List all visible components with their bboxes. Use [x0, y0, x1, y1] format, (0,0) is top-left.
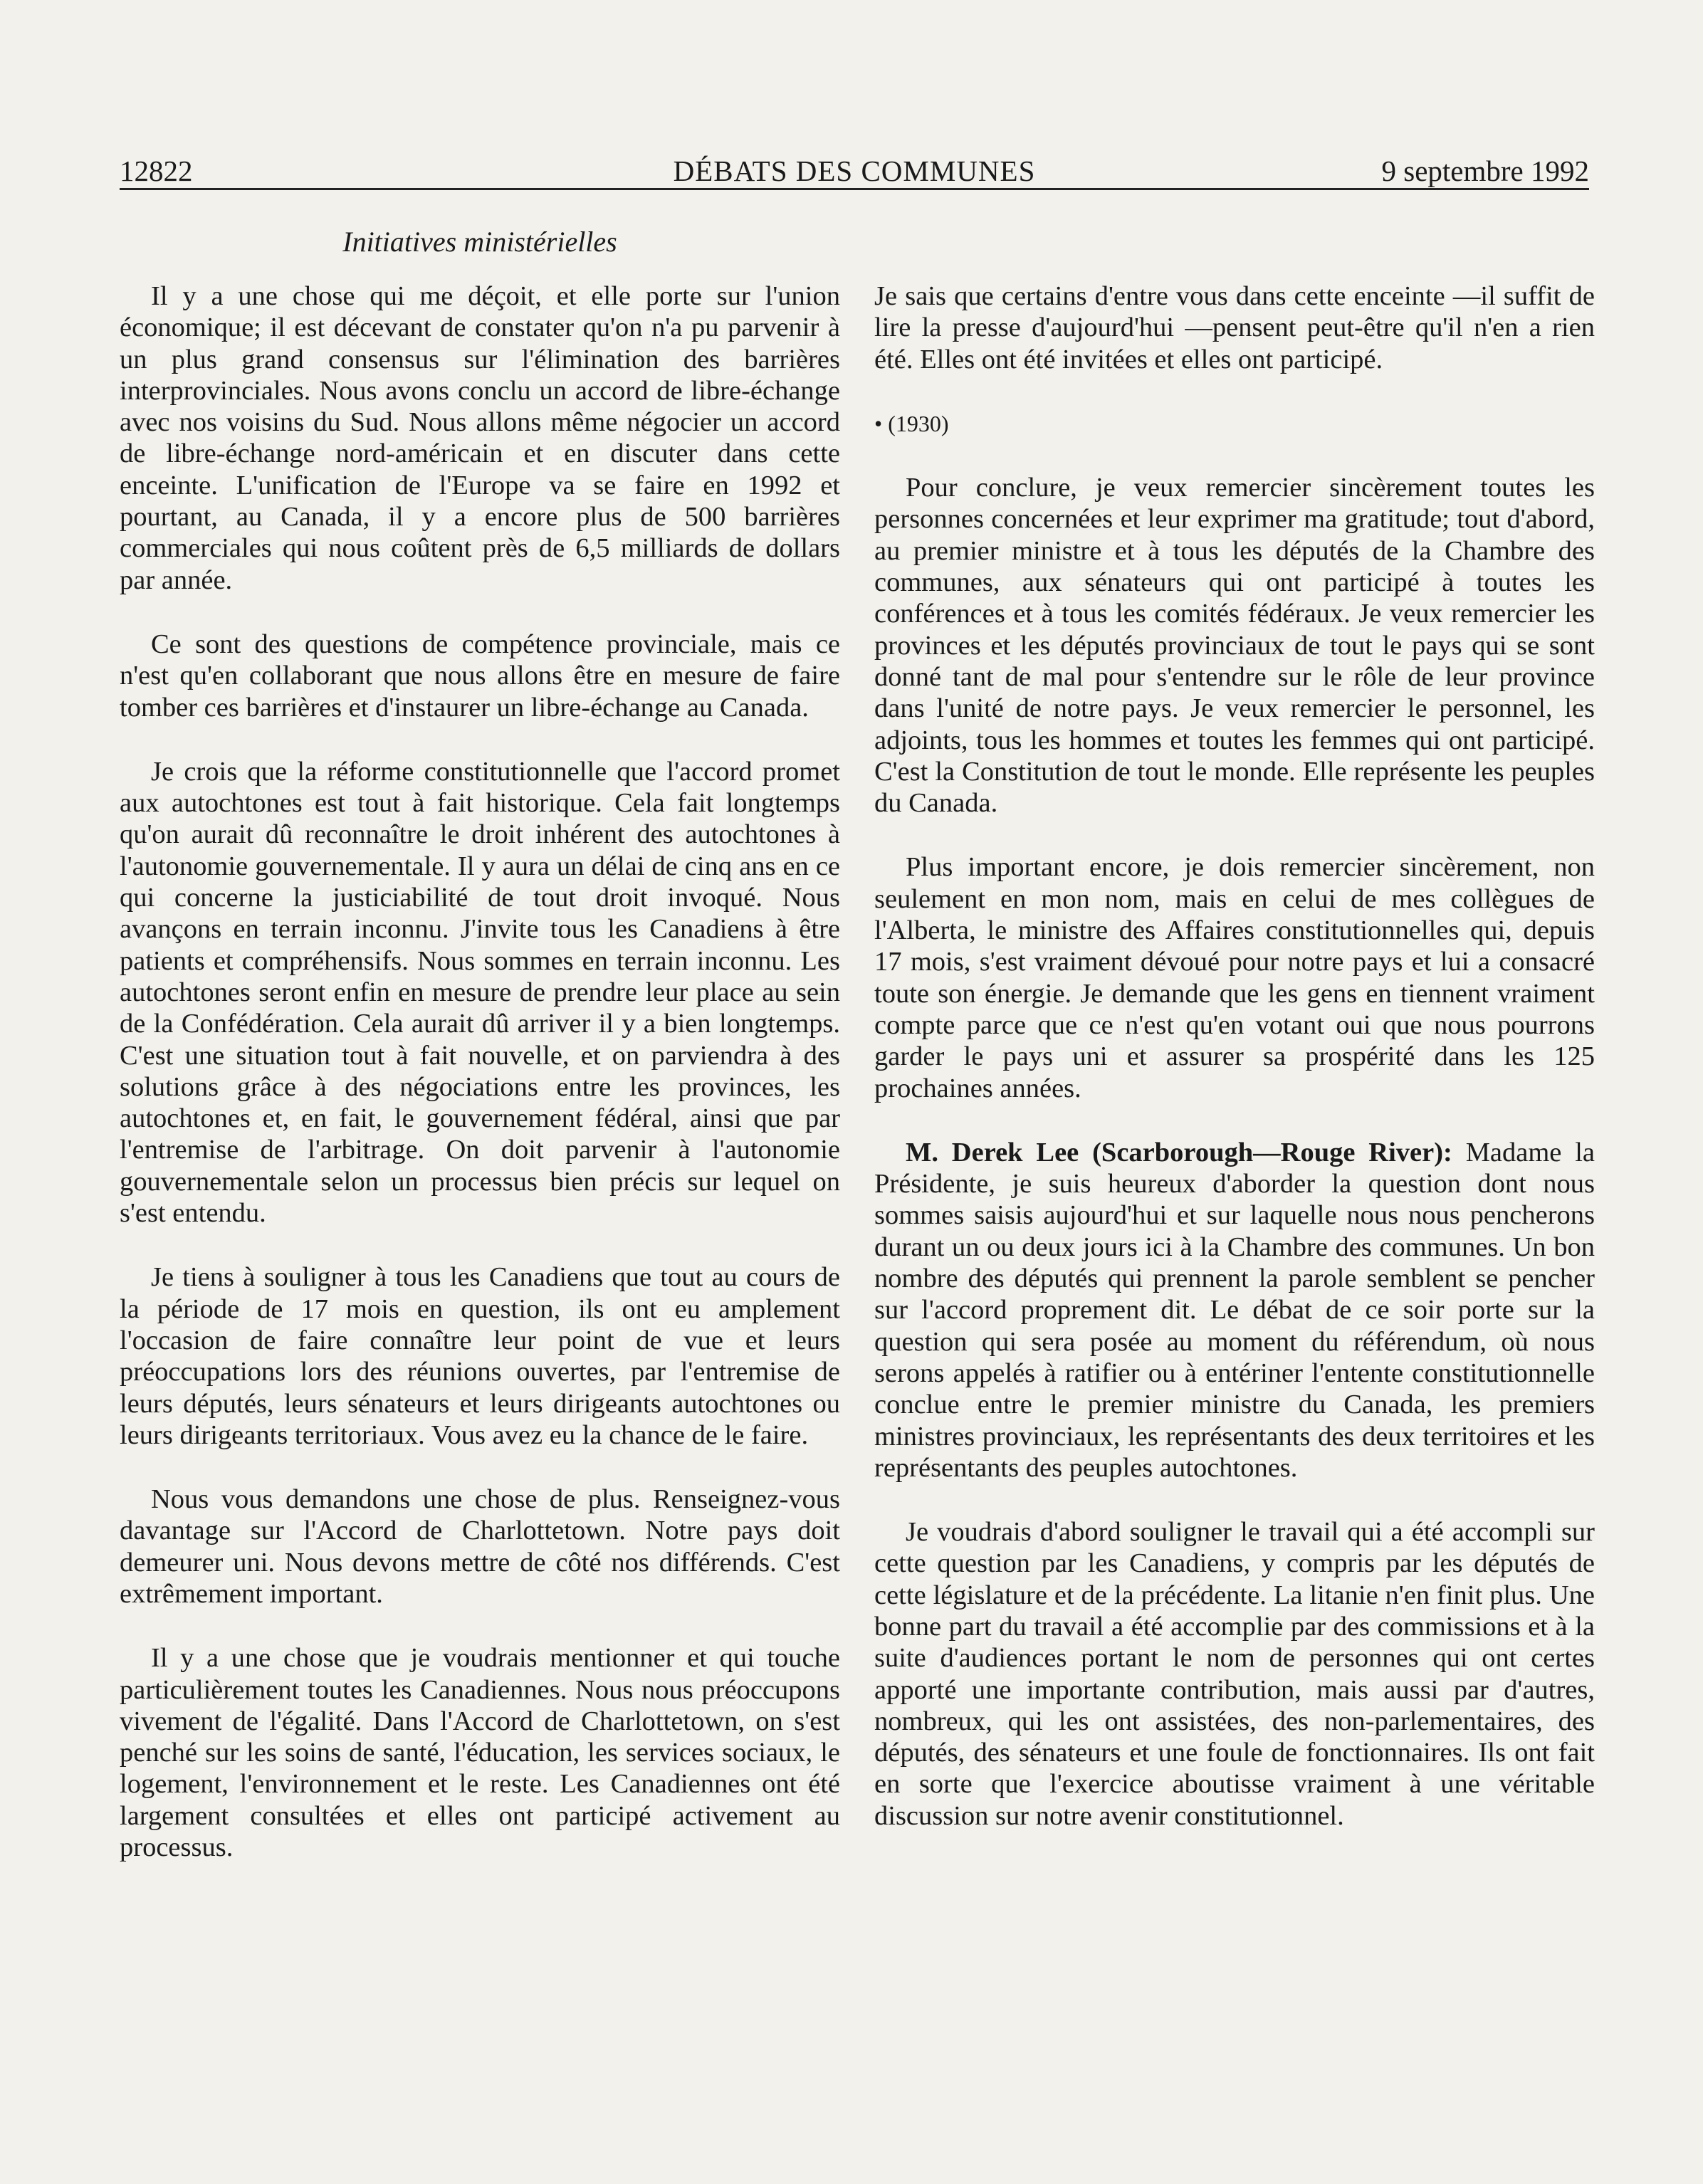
paragraph: Je tiens à souligner à tous les Canadiens que tout au cours de la période de 17 mois en question, ils ont eu amplement l'occasion de faire connaître leur point de vue et leurs préoccupations lors des réunions ouvertes, par l'entremise de leurs députés, leurs sénateurs et leurs dirigeants autochtones ou leurs dirigeants territoriaux. Vous avez eu la chance de le faire. — [120, 1262, 840, 1450]
publication-title: DÉBATS DES COMMUNES — [673, 154, 1036, 187]
speaker-text: Madame la Présidente, je suis heureux d'aborder la question dont nous sommes saisis aujourd'hui et sur laquelle nous nous pencherons durant un ou deux jours ici à la Chambre des communes. Un bon nombre des députés qui prennent la parole semblent se pencher sur l'accord proprement dit. Le débat de ce soir porte sur la question qui sera posée au moment du référendum, où nous serons appelés à ratifier ou à entériner l'entente constitutionnelle conclue entre le premier ministre du Canada, les premiers ministres provinciaux, les représentants des deux territoires et les représentants des peuples autochtones. — [874, 1137, 1595, 1483]
page-number: 12822 — [120, 154, 193, 187]
paragraph: Ce sont des questions de compétence provinciale, mais ce n'est qu'en collaborant que nous allons être en mesure de faire tomber ces barrières et d'instaurer un libre-échange au Canada. — [120, 629, 840, 723]
paragraph: Il y a une chose qui me déçoit, et elle porte sur l'union économique; il est décevant de constater qu'on n'a pu parvenir à un plus grand consensus sur l'élimination des barrières interprovinciales. Nous avons conclu un accord de libre-échange avec nos voisins du Sud. Nous allons même négocier un accord de libre-échange nord-américain et en discuter dans cette enceinte. L'unification de l'Europe va se faire en 1992 et pourtant, au Canada, il y a encore plus de 500 barrières commerciales qui nous coûtent près de 6,5 milliards de dollars par année. — [120, 281, 840, 595]
paragraph: Je sais que certains d'entre vous dans cette enceinte —il suffit de lire la presse d'aujourd'hui —pensent peut-être qu'il n'en a rien été. Elles ont été invitées et elles ont participé. — [874, 281, 1595, 374]
paragraph: Il y a une chose que je voudrais mentionner et qui touche particulièrement toutes les Canadiennes. Nous nous préoccupons vivement de l'égalité. Dans l'Accord de Charlottetown, on s'est penché sur les soins de santé, l'éducation, les services sociaux, le logement, l'environnement et le reste. Les Canadiennes ont été largement consultées et elles ont participé activement au processus. — [120, 1643, 840, 1863]
paragraph: Je voudrais d'abord souligner le travail qui a été accompli sur cette question par les Canadiens, y compris par les députés de cette législature et de la précédente. La litanie n'en finit plus. Une bonne part du travail a été accomplie par des commissions et à la suite d'audiences portant le nom de personnes qui ont certes apporté une importante contribution, mais aussi par d'autres, nombreux, qui les ont assistées, des non-parlementaires, des députés, des sénateurs et une foule de fonctionnaires. Ils ont fait en sorte que l'exercice aboutisse vraiment à une véritable discussion sur notre avenir constitutionnel. — [874, 1517, 1595, 1831]
speaker-paragraph — [874, 1137, 1595, 1484]
paragraph: Pour conclure, je veux remercier sincèrement toutes les personnes concernées et leur exprimer ma gratitude; tout d'abord, au premier ministre et à tous les députés de la Chambre des communes, aux sénateurs qui ont participé à toutes les conférences et à tous les comités fédéraux. Je veux remercier les provinces et les députés provinciaux de tout le pays qui se sont donné tant de mal pour s'entendre sur le rôle de leur province dans l'unité de notre pays. Je veux remercier le personnel, les adjoints, tous les hommes et toutes les femmes qui ont participé. C'est la Constitution de tout le monde. Elle représente les peuples du Canada. — [874, 473, 1595, 819]
paragraph: Nous vous demandons une chose de plus. Renseignez-vous davantage sur l'Accord de Charlottetown. Notre pays doit demeurer uni. Nous devons mettre de côté nos différends. C'est extrêmement important. — [120, 1484, 840, 1609]
speaker-name: M. Derek Lee (Scarborough—Rouge River): — [906, 1137, 1452, 1167]
paragraph: Je crois que la réforme constitutionnelle que l'accord promet aux autochtones est tout à fait historique. Cela fait longtemps qu'on aurait dû reconnaître le droit inhérent des autochtones à l'autonomie gouvernementale. Il y aura un délai de cinq ans en ce qui concerne la justiciabilité de tout droit invoqué. Nous avançons en terrain inconnu. J'invite tous les Canadiens à être patients et compréhensifs. Nous sommes en terrain inconnu. Les autochtones seront enfin en mesure de prendre leur place au sein de la Confédération. Cela aurait dû arriver il y a bien longtemps. C'est une situation tout à fait nouvelle, et on parviendra à des solutions grâce à des négociations entre les provinces, les autochtones et, en fait, le gouvernement fédéral, ainsi que par l'entremise de l'arbitrage. On doit parvenir à l'autonomie gouvernementale selon un processus bien précis sur lequel on s'est entendu. — [120, 756, 840, 1229]
page-header — [120, 145, 1589, 188]
time-marker: • (1930) — [874, 410, 949, 436]
section-title: Initiatives ministérielles — [342, 226, 617, 258]
right-column — [874, 280, 1595, 1864]
left-column — [120, 280, 840, 1896]
publication-date: 9 septembre 1992 — [1381, 154, 1589, 187]
header-rule — [120, 188, 1589, 190]
paragraph: Plus important encore, je dois remercier sincèrement, non seulement en mon nom, mais en celui de mes collègues de l'Alberta, le ministre des Affaires constitutionnelles qui, depuis 17 mois, s'est vraiment dévoué pour notre pays et lui a consacré toute son énergie. Je demande que les gens en tiennent vraiment compte parce que ce n'est qu'en votant oui que nous pourrons garder le pays uni et assurer sa prospérité dans les 125 prochaines années. — [874, 852, 1595, 1103]
